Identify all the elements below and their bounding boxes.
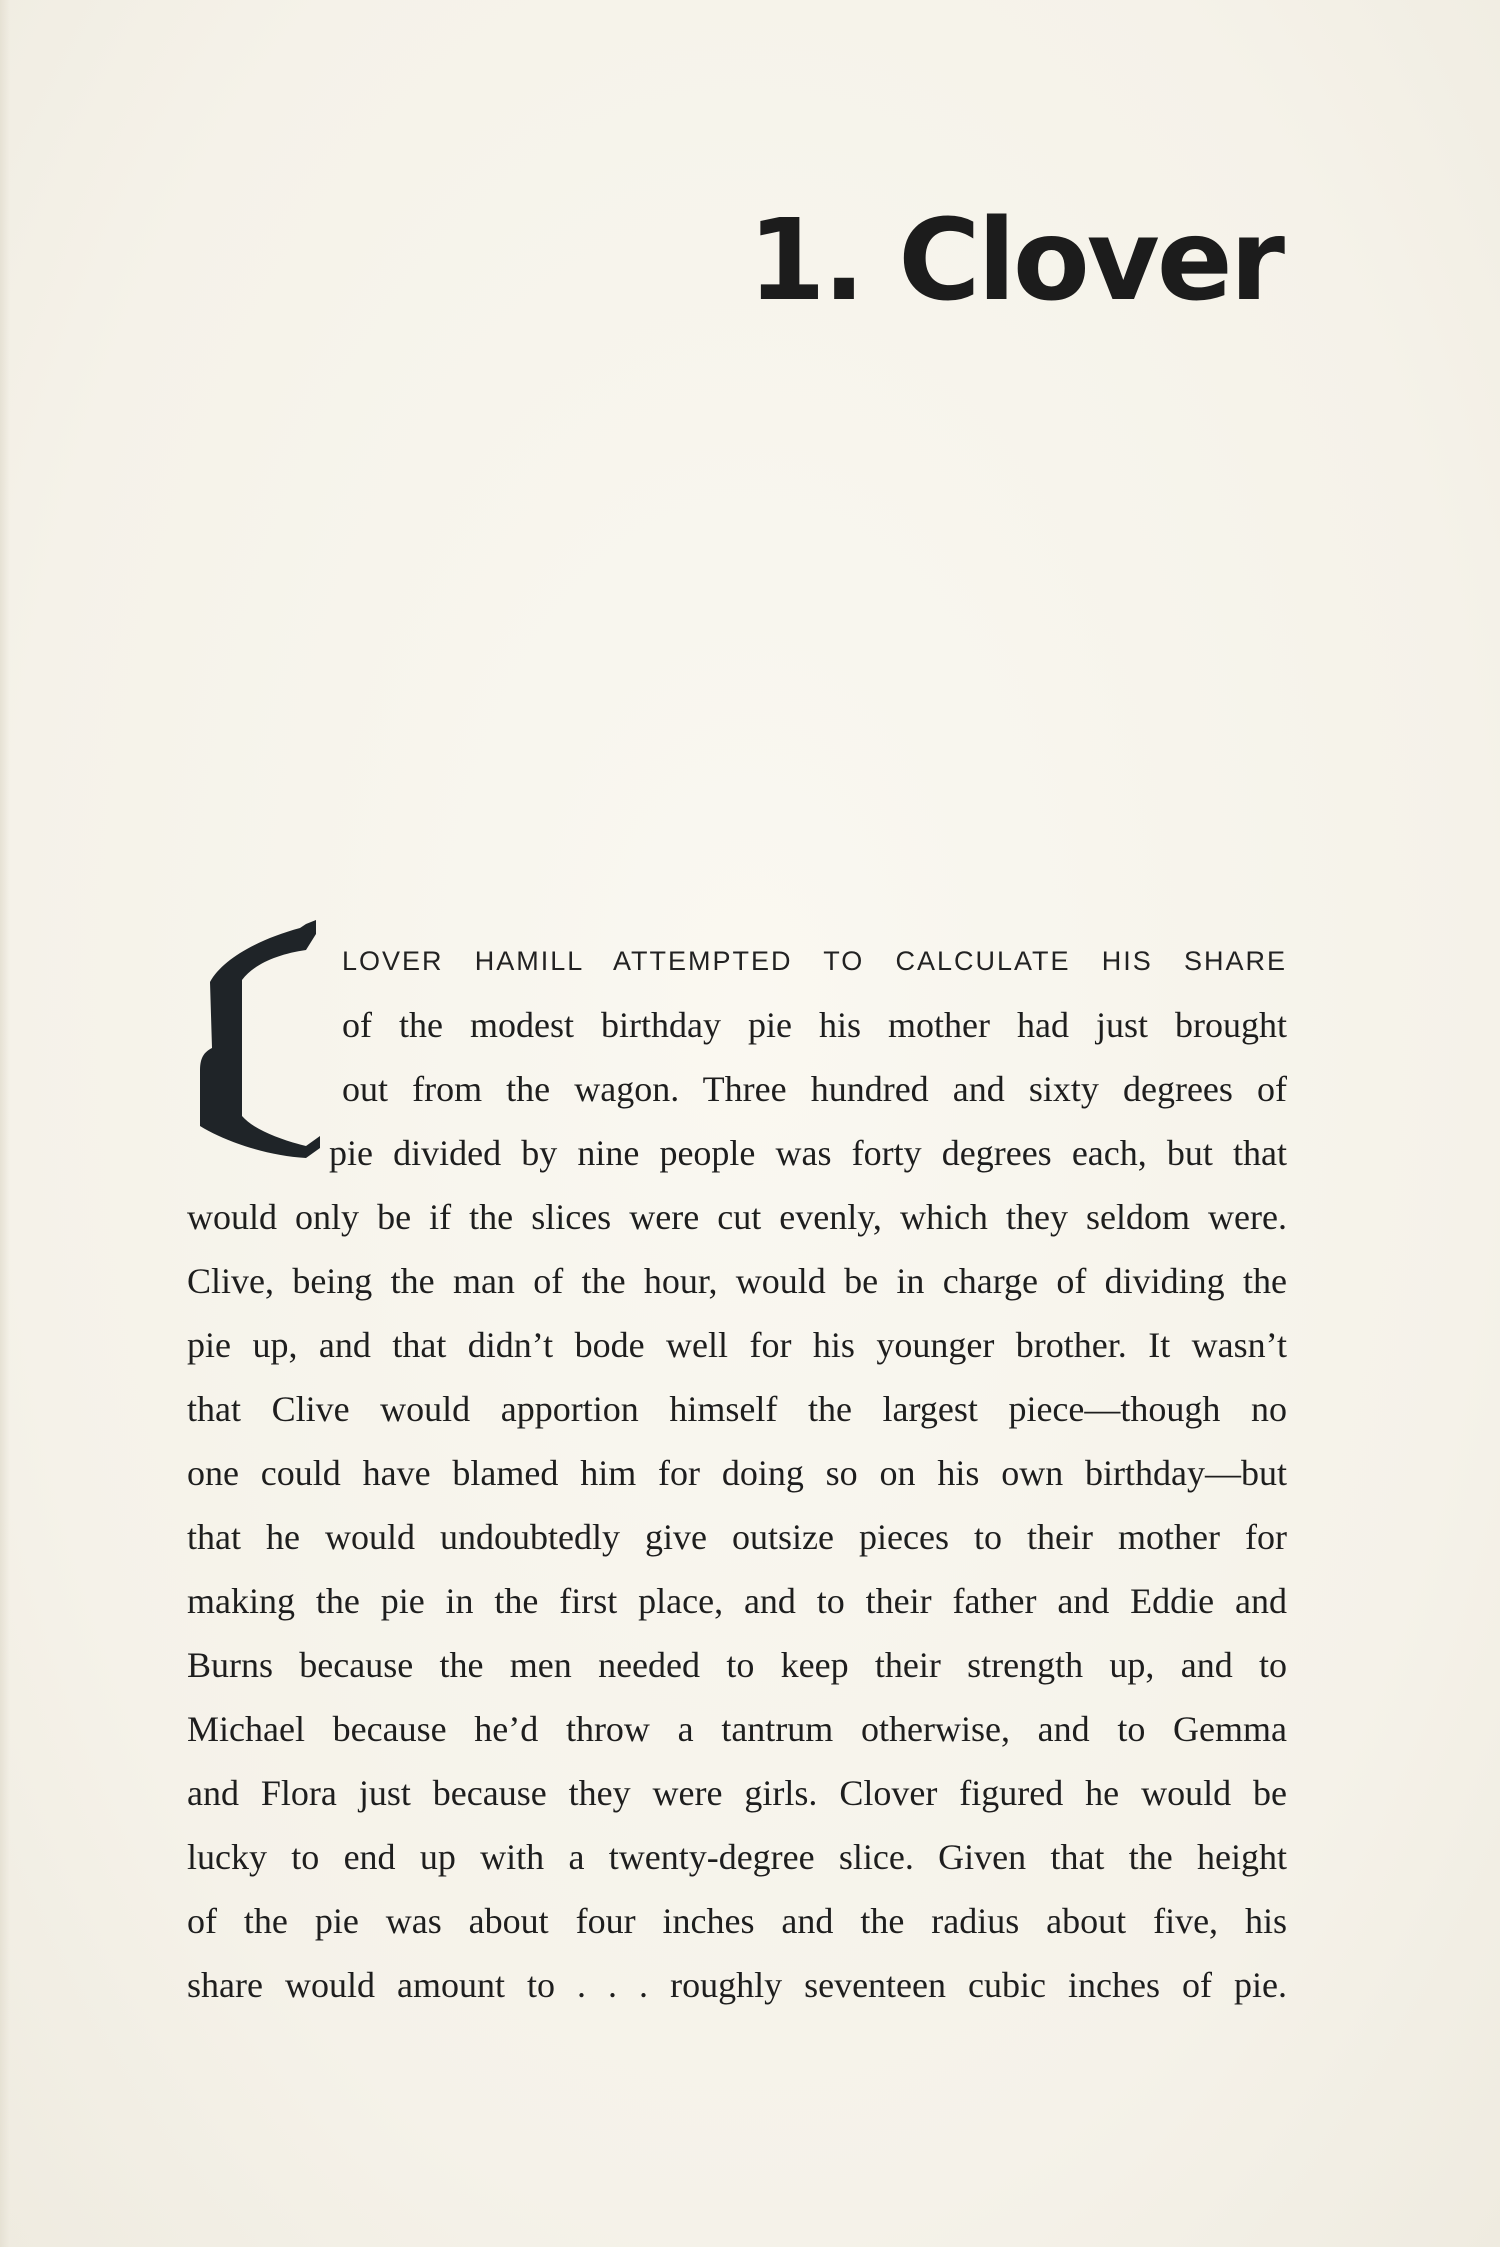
paragraph-line: would only be if the slices were cut evenly, which they seldom were. (187, 1197, 1287, 1237)
paragraph-line: Michael because he’d throw a tantrum otherwise, and to Gemma (187, 1709, 1287, 1749)
opening-smallcaps: LOVER HAMILL ATTEMPTED TO CALCULATE HIS SHARE (342, 946, 1287, 976)
paragraph-line: of the pie was about four inches and the radius about five, his (187, 1901, 1287, 1941)
paragraph-line (187, 926, 1287, 993)
paragraph-line: Burns because the men needed to keep their strength up, and to (187, 1645, 1287, 1685)
chapter-opening-paragraph (187, 926, 1287, 2017)
page-edge-shadow (0, 0, 10, 2247)
paragraph-line: lucky to end up with a twenty-degree slice. Given that the height (187, 1837, 1287, 1877)
paragraph-line: out from the wagon. Three hundred and sixty degrees of (342, 1069, 1287, 1109)
paragraph-line: of the modest birthday pie his mother had just brought (342, 1005, 1287, 1045)
paragraph-line: one could have blamed him for doing so on his own birthday—but (187, 1453, 1287, 1493)
chapter-title: 1. Clover (747, 196, 1282, 326)
paragraph-line: pie up, and that didn’t bode well for his younger brother. It wasn’t (187, 1325, 1287, 1365)
paragraph-line: that Clive would apportion himself the largest piece—though no (187, 1389, 1287, 1429)
paragraph-line: pie divided by nine people was forty degrees each, but that (329, 1133, 1287, 1173)
paragraph-line: making the pie in the first place, and to their father and Eddie and (187, 1581, 1287, 1621)
paragraph-line: and Flora just because they were girls. Clover figured he would be (187, 1773, 1287, 1813)
paragraph-line: Clive, being the man of the hour, would be in charge of dividing the (187, 1261, 1287, 1301)
paragraph-line: that he would undoubtedly give outsize pieces to their mother for (187, 1517, 1287, 1557)
paragraph-line: share would amount to . . . roughly seventeen cubic inches of pie. (187, 1965, 1287, 2005)
